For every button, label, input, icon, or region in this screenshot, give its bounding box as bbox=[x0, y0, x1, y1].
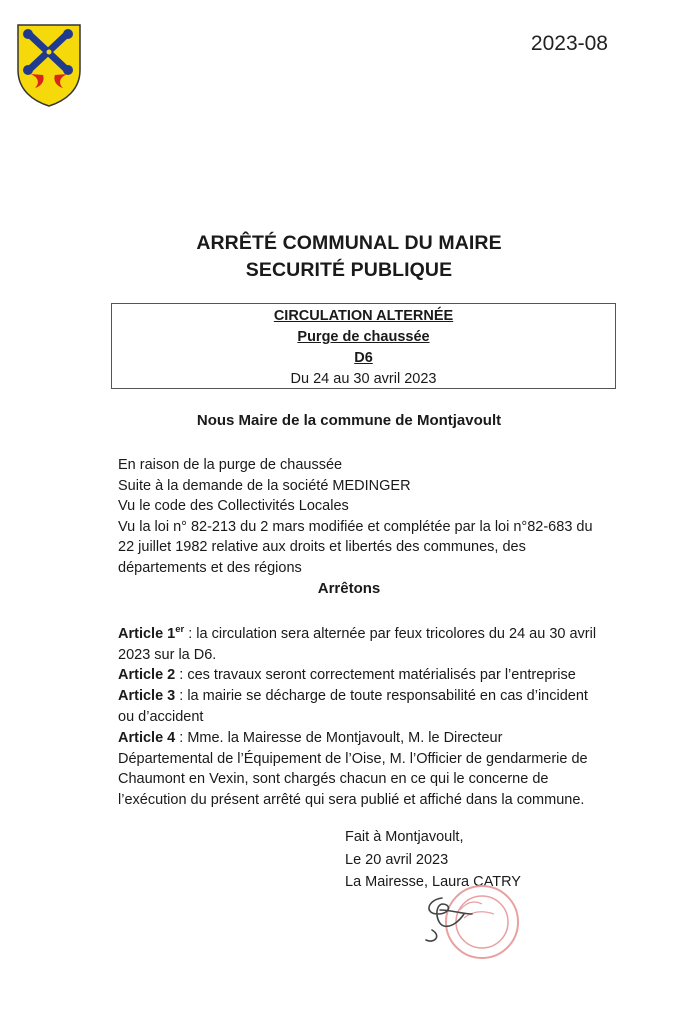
signature-place: Fait à Montjavoult, bbox=[345, 829, 464, 845]
article-2-text: : ces travaux seront correctement matérialisés par l’entreprise bbox=[175, 667, 576, 684]
subject-box bbox=[111, 303, 616, 389]
signature-stamp-icon bbox=[412, 880, 522, 965]
article-3-cont: ou d’accident bbox=[118, 709, 204, 726]
article-4-text: : Mme. la Mairesse de Montjavoult, M. le Directeur bbox=[175, 729, 503, 746]
article-4-cont-3: l’exécution du présent arrêté qui sera publié et affiché dans la commune. bbox=[118, 792, 585, 809]
article-3 bbox=[118, 686, 648, 707]
coat-of-arms-icon bbox=[15, 22, 83, 108]
consideration-line: En raison de la purge de chaussée bbox=[118, 457, 343, 473]
consideration-line: Suite à la demande de la société MEDINGER bbox=[118, 477, 411, 494]
articles bbox=[118, 620, 648, 811]
article-3-text: : la mairie se décharge de toute responsabilité en cas d’incident bbox=[175, 688, 588, 705]
subject-line-1: CIRCULATION ALTERNÉE bbox=[273, 308, 454, 324]
article-1-text: : la circulation sera alternée par feux tricolores du 24 au 30 avril bbox=[184, 625, 597, 642]
article-1-label: Article 1 bbox=[118, 625, 176, 642]
article-1-cont: 2023 sur la D6. bbox=[118, 646, 217, 663]
subject-dates: Du 24 au 30 avril 2023 bbox=[290, 371, 437, 387]
article-1 bbox=[118, 620, 648, 645]
consideration-line: Vu le code des Collectivités Locales bbox=[118, 498, 349, 515]
article-1-sup: er bbox=[175, 624, 185, 635]
article-3-label: Article 3 bbox=[118, 688, 176, 705]
signature-date: Le 20 avril 2023 bbox=[345, 851, 449, 868]
intro-heading: Nous Maire de la commune de Montjavoult bbox=[196, 412, 502, 429]
article-2 bbox=[118, 665, 648, 686]
title-line-1: ARRÊTÉ COMMUNAL DU MAIRE bbox=[196, 232, 502, 254]
signatory: La Mairesse, Laura CATRY bbox=[345, 874, 521, 890]
arretons-heading: Arrêtons bbox=[317, 580, 381, 597]
title-line-2: SECURITÉ PUBLIQUE bbox=[245, 259, 453, 281]
article-4 bbox=[118, 728, 648, 749]
subject-line-3: D6 bbox=[354, 350, 373, 366]
subject-line-2: Purge de chaussée bbox=[297, 329, 430, 345]
consideration-line: départements et des régions bbox=[118, 559, 302, 576]
consideration-line: 22 juillet 1982 relative aux droits et libertés des communes, des bbox=[118, 539, 526, 556]
article-4-cont-1: Départemental de l’Équipement de l’Oise, M. l’Officier de gendarmerie de bbox=[118, 750, 588, 767]
document-reference: 2023-08 bbox=[530, 32, 608, 55]
article-4-label: Article 4 bbox=[118, 729, 176, 746]
consideration-line: Vu la loi n° 82-213 du 2 mars modifiée et complétée par la loi n°82-683 du bbox=[118, 518, 593, 535]
article-4-cont-2: Chaumont en Vexin, sont chargés chacun en ce qui le concerne de bbox=[118, 771, 549, 788]
considerations bbox=[118, 455, 638, 579]
article-2-label: Article 2 bbox=[118, 667, 176, 684]
